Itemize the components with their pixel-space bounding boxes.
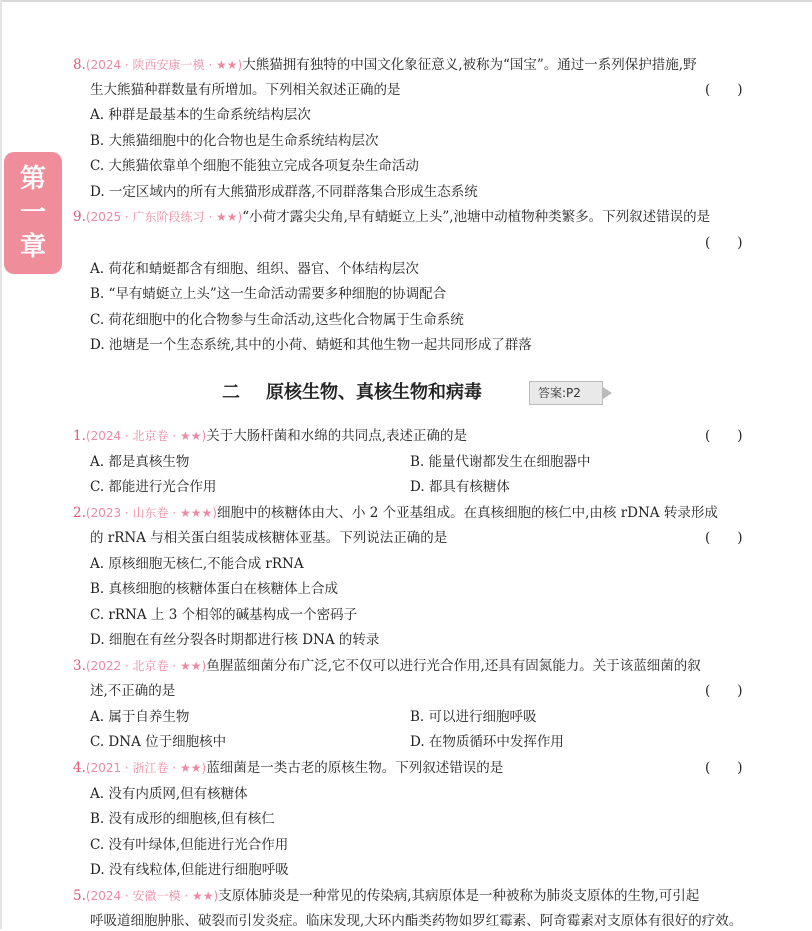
option-a: A. 没有内质网,但有核糖体 [90, 786, 248, 802]
question-5-stem [73, 886, 763, 906]
question-source: (2024 · 陕西安康一模 · ★★) [85, 58, 243, 72]
answer-blank: ( ) [705, 82, 743, 98]
section-title [222, 380, 482, 406]
option-c: C. rRNA 上 3 个相邻的碱基构成一个密码子 [90, 607, 358, 623]
option-d: D. 细胞在有丝分裂各时期都进行核 DNA 的转录 [90, 632, 380, 648]
answer-blank: ( ) [705, 235, 743, 251]
page-left-edge [0, 0, 2, 929]
question-source: (2021 · 浙江卷 · ★★) [85, 761, 207, 775]
chapter-tab-char: 章 [19, 232, 46, 262]
option-b: B. 能量代谢都发生在细胞器中 [410, 454, 591, 470]
answer-blank: ( ) [705, 760, 743, 776]
option-d: D. 在物质循环中发挥作用 [410, 734, 564, 750]
question-text: 蓝细菌是一类古老的原核生物。下列叙述错误的是 [206, 760, 504, 776]
option-d: D. 池塘是一个生态系统,其中的小荷、蜻蜓和其他生物一起共同形成了群落 [90, 337, 532, 353]
question-1-stem [73, 426, 763, 446]
question-5-stem-cont: 呼吸道细胞肿胀、破裂而引发炎症。临床发现,大环内酯类药物如罗红霉素、阿奇霉素对支原体有很好的疗效。 [90, 913, 743, 929]
question-source: (2024 · 安徽一模 · ★★) [85, 889, 219, 903]
question-number: 3. [73, 658, 86, 674]
question-number: 4. [73, 760, 86, 776]
option-a: A. 荷花和蜻蜓都含有细胞、组织、器官、个体结构层次 [90, 261, 419, 277]
question-2-stem-cont: 的 rRNA 与相关蛋白组装成核糖体亚基。下列说法正确的是 [90, 530, 448, 546]
question-source: (2022 · 北京卷 · ★★) [85, 659, 207, 673]
section-number: 二 [222, 382, 240, 403]
option-b: B. 可以进行细胞呼吸 [410, 709, 537, 725]
option-a: A. 都是真核生物 [90, 454, 190, 470]
question-source: (2024 · 北京卷 · ★★) [85, 429, 207, 443]
option-b: B. 没有成形的细胞核,但有核仁 [90, 811, 275, 827]
option-c: C. 大熊猫依靠单个细胞不能独立完成各项复杂生命活动 [90, 158, 419, 174]
question-number: 2. [73, 505, 86, 521]
option-c: C. 没有叶绿体,但能进行光合作用 [90, 837, 289, 853]
question-text: “小荷才露尖尖角,早有蜻蜓立上头”,池塘中动植物种类繁多。下列叙述错误的是 [242, 209, 711, 225]
option-b: B. 真核细胞的核糖体蛋白在核糖体上合成 [90, 581, 339, 597]
option-c: C. 荷花细胞中的化合物参与生命活动,这些化合物属于生命系统 [90, 312, 464, 328]
question-text: 支原体肺炎是一种常见的传染病,其病原体是一种被称为肺炎支原体的生物,可引起 [218, 888, 700, 904]
chapter-tab [4, 152, 62, 274]
option-d: D. 没有线粒体,但能进行细胞呼吸 [90, 862, 289, 878]
option-d: D. 一定区域内的所有大熊猫形成群落,不同群落集合形成生态系统 [90, 184, 478, 200]
answer-blank: ( ) [705, 428, 743, 444]
question-2-stem [73, 503, 763, 523]
option-a: A. 种群是最基本的生命系统结构层次 [90, 107, 311, 123]
question-source: (2025 · 广东阶段练习 · ★★) [85, 210, 243, 224]
question-text: 关于大肠杆菌和水绵的共同点,表述正确的是 [206, 428, 467, 444]
section-heading: 原核生物、真核生物和病毒 [266, 382, 482, 403]
option-d: D. 都具有核糖体 [410, 479, 510, 495]
question-text: 细胞中的核糖体由大、小 2 个亚基组成。在真核细胞的核仁中,由核 rDNA 转录形成 [216, 505, 718, 521]
question-4-stem [73, 758, 763, 778]
page-top-edge [0, 0, 812, 2]
option-c: C. 都能进行光合作用 [90, 479, 217, 495]
option-b: B. “早有蜻蜓立上头”这一生命活动需要多种细胞的协调配合 [90, 286, 447, 302]
option-b: B. 大熊猫细胞中的化合物也是生命系统结构层次 [90, 133, 379, 149]
question-3-stem [73, 656, 763, 676]
question-3-stem-cont: 述,不正确的是 [90, 683, 176, 699]
question-8-stem [73, 55, 763, 75]
question-text: 鱼腥蓝细菌分布广泛,它不仅可以进行光合作用,还具有固氮能力。关于该蓝细菌的叙 [206, 658, 701, 674]
question-number: 1. [73, 428, 86, 444]
question-8-stem-cont: 生大熊猫种群数量有所增加。下列相关叙述正确的是 [90, 82, 401, 98]
option-a: A. 原核细胞无核仁,不能合成 rRNA [90, 556, 304, 572]
question-number: 9. [73, 209, 86, 225]
answer-blank: ( ) [705, 530, 743, 546]
question-text: 大熊猫拥有独特的中国文化象征意义,被称为“国宝”。通过一系列保护措施,野 [242, 57, 697, 73]
answer-blank: ( ) [705, 683, 743, 699]
chapter-tab-char: 一 [19, 198, 46, 228]
answer-reference-tag: 答案:P2 [529, 381, 603, 405]
option-c: C. DNA 位于细胞核中 [90, 734, 227, 750]
option-a: A. 属于自养生物 [90, 709, 190, 725]
chapter-tab-char: 第 [19, 164, 46, 194]
question-number: 8. [73, 57, 86, 73]
question-source: (2023 · 山东卷 · ★★★) [85, 506, 217, 520]
question-number: 5. [73, 888, 86, 904]
question-9-stem [73, 207, 763, 227]
